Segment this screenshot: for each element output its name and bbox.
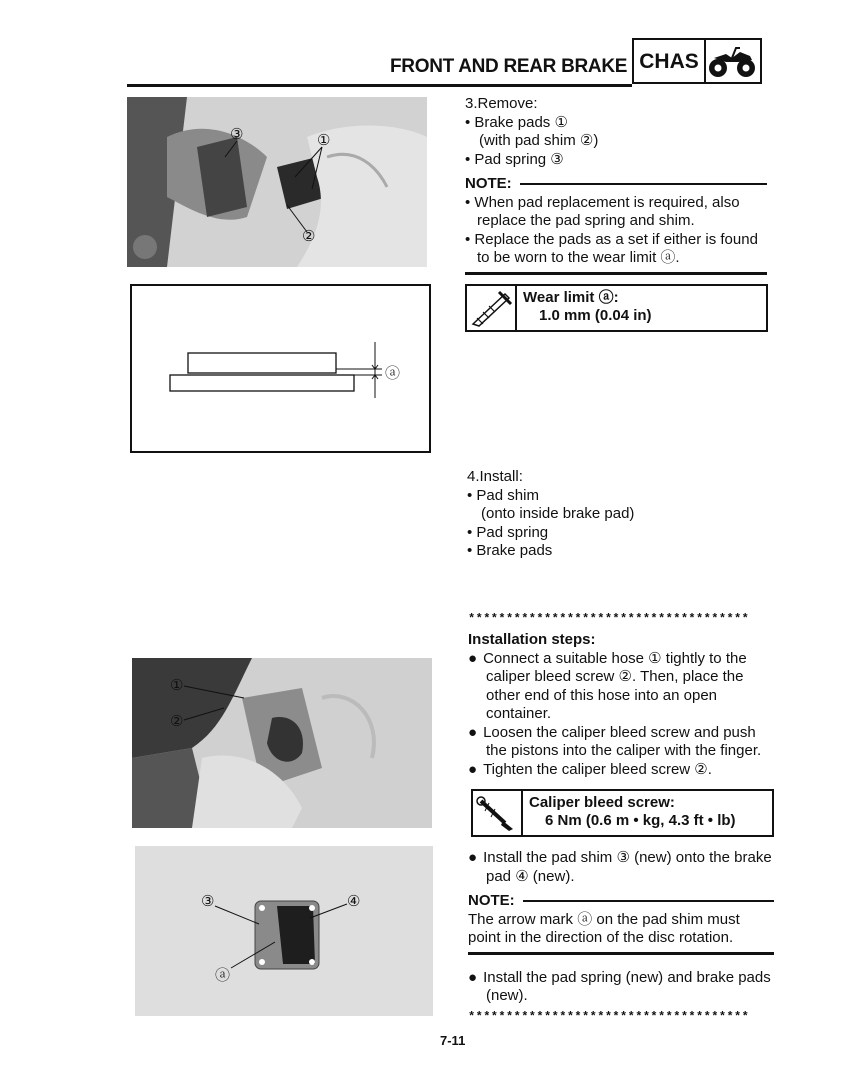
star-divider: ************************************* [468, 1010, 750, 1024]
callout-a: ⓐ [215, 967, 231, 984]
callout-1: ① [170, 677, 184, 694]
page-title: FRONT AND REAR BRAKE [390, 56, 628, 77]
note-rule [520, 183, 767, 185]
pad-shim-photo [135, 846, 433, 1016]
callout-4: ④ [347, 893, 361, 910]
note-end-rule [468, 952, 774, 955]
caliper-gauge-icon [467, 286, 517, 330]
callout-a: ⓐ [385, 365, 401, 382]
bleed-screw-photo [132, 658, 432, 828]
wear-limit-spec [465, 284, 768, 332]
note-label: NOTE: [468, 892, 515, 909]
brake-pad-removal-photo [127, 97, 427, 267]
bleed-screw-spec [471, 789, 774, 837]
step-text: ● Connect a suitable hose ① tightly to the caliper bleed screw ②. Then, place the other end of this hose into an open container. [468, 650, 772, 724]
note-text: The arrow mark ⓐ on the pad shim must point in the direction of the disc rotation. [468, 910, 740, 946]
shim-section [468, 849, 774, 1006]
install-item: • Pad spring [467, 523, 549, 541]
section-code: CHAS [634, 40, 706, 82]
callout-2: ② [170, 713, 184, 730]
spec-label: Caliper bleed screw: [529, 794, 675, 811]
remove-title: 3.Remove: [465, 95, 538, 112]
atv-icon [706, 44, 758, 85]
star-divider: ************************************* [468, 612, 750, 626]
remove-item: • Brake pads ① [465, 113, 568, 131]
callout-3: ③ [230, 126, 244, 143]
note-heading [468, 892, 774, 911]
install-item: • Brake pads [467, 542, 553, 559]
wear-limit-diagram [130, 284, 431, 453]
steps-title: Installation steps: [468, 631, 596, 648]
step-text: ● Tighten the caliper bleed screw ②. [468, 761, 772, 780]
spec-value: 6 Nm (0.6 m • kg, 4.3 ft • lb) [545, 812, 736, 829]
header-rule [127, 84, 632, 87]
installation-steps [468, 631, 772, 779]
note-label: NOTE: [465, 175, 512, 192]
step-text: ● Install the pad shim ③ (new) onto the brake pad ④ (new). [468, 849, 774, 886]
note-heading [465, 175, 767, 194]
note-end-rule [465, 272, 767, 275]
remove-item: • Pad spring ③ [465, 150, 564, 168]
step-text: ● Install the pad spring (new) and brake pads (new). [468, 969, 774, 1006]
step-text: ● Loosen the caliper bleed screw and push the pistons into the caliper with the finger. [468, 724, 772, 761]
callout-1: ① [317, 132, 331, 149]
install-item: (onto inside brake pad) [481, 505, 635, 522]
note-text: • Replace the pads as a set if either is found to be worn to the wear limit ⓐ. [465, 230, 758, 266]
install-title: 4.Install: [467, 468, 523, 485]
note-text: • When pad replacement is required, also replace the pad spring and shim. [465, 193, 740, 229]
spec-label: Wear limit ⓐ: [523, 289, 619, 306]
note-rule [523, 900, 774, 902]
callout-2: ② [302, 228, 316, 245]
spec-value: 1.0 mm (0.04 in) [539, 307, 652, 324]
page-number: 7-11 [440, 1033, 466, 1048]
remove-section [465, 95, 767, 275]
install-section [467, 468, 767, 561]
torque-wrench-icon [473, 791, 523, 835]
section-badge [632, 38, 762, 84]
install-item: • Pad shim [467, 486, 539, 504]
callout-3: ③ [201, 893, 215, 910]
remove-item: (with pad shim ②) [479, 132, 599, 149]
